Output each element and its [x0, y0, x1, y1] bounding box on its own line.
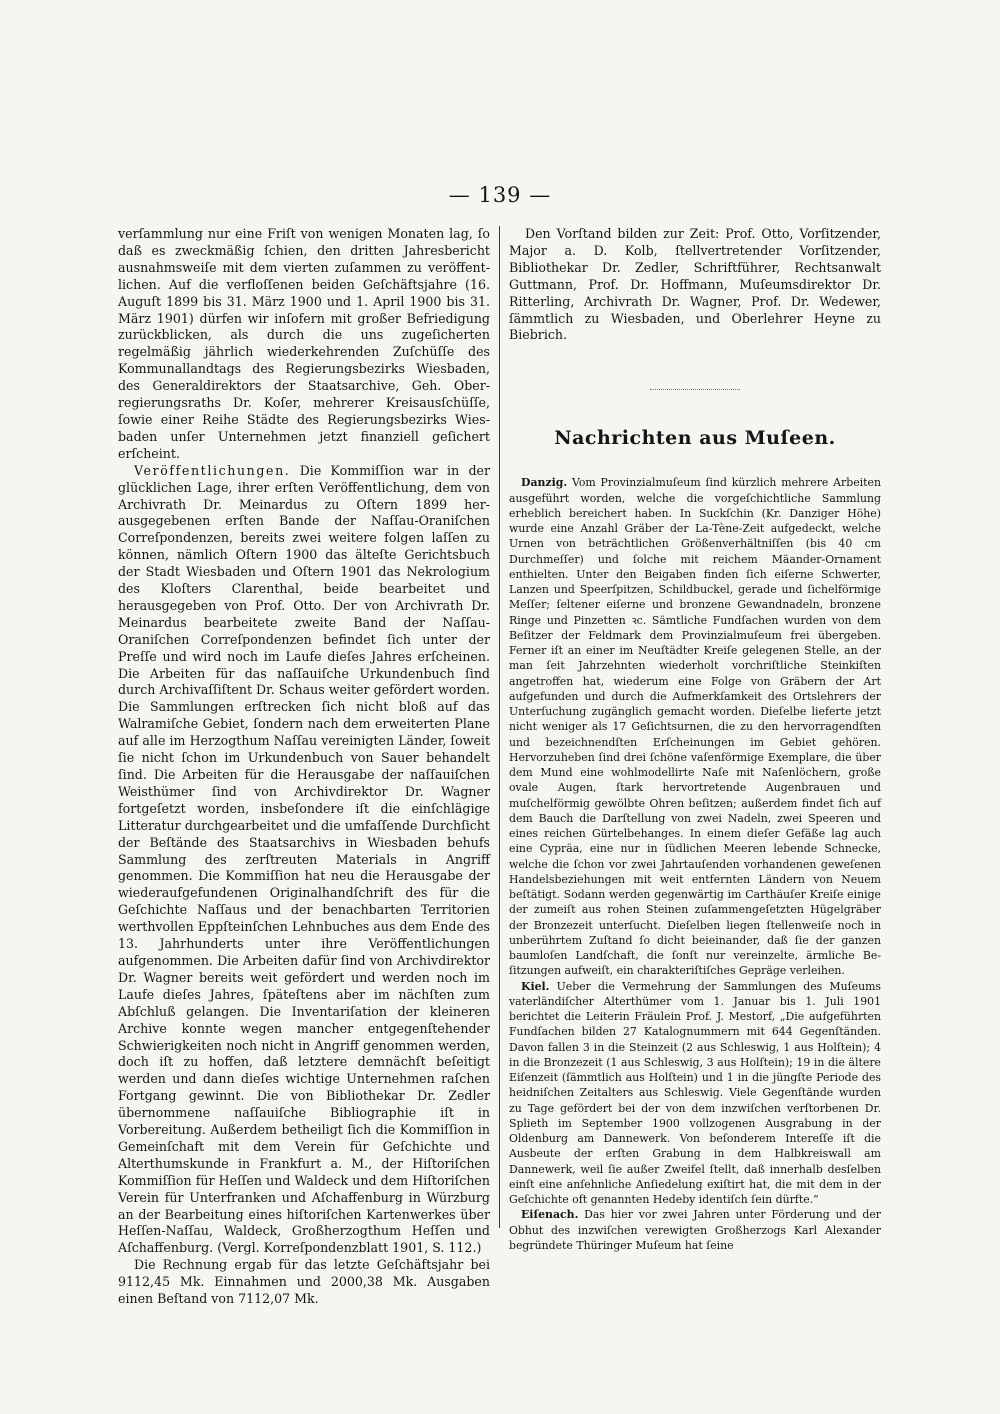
paragraph-board-members: Den Vorſtand bilden zur Zeit: Prof. Otto, Vorſitzender, Major a. D. Kolb, ſtellvertretender Vorſitzender, Bibliothekar Dr. Zedler, Schriftführer, Rechtsanwalt Guttmann, Prof. Dr. Hoffmann, Muſeumsdirektor Dr. Ritterling, Archivrath Dr. Wagner, Prof. Dr. Wedewer, ſämmtlich zu Wiesbaden, und Oberlehrer Heyne zu Biebrich.	[509, 226, 881, 343]
run-in-heading-publications: Veröffentlichungen.	[134, 462, 291, 478]
section-heading: Nachrichten aus Muſeen.	[554, 427, 836, 450]
section-separator	[650, 389, 740, 390]
paragraph-accounts: Die Rechnung ergab für das letzte Geſchäftsjahr bei 9112,45 Mk. Einnahmen und 2000,38 Mk. Ausgaben einen Beſtand von 7112,07 Mk.	[118, 1257, 490, 1307]
news-item-danzig	[509, 475, 881, 978]
museum-news	[509, 475, 881, 1253]
column-divider	[499, 226, 500, 1228]
publications-text: Die Kommiſſion war in der glücklichen Lage, ihrer erſten Veröffentlichung, dem von Archivrath Dr. Meinardus zu Oſtern 1899 herausgegebenen erſten Bande der Naſſau-Oraniſchen Correſpondenzen, bereits zwei weitere folgen laſſen zu können, nämlich Oſtern 1900 das älteſte Gerichtsbuch der Stadt Wiesbaden und Oſtern 1901 das Nekrologium des Kloſters Clarenthal, beide bearbeitet und herausgegeben von Prof. Otto. Der von Archivrath Dr. Meinardus bearbeitete zweite Band der Naſſau-Oraniſchen Correſpondenzen befindet ſich unter der Preſſe und wird noch im Laufe dieſes Jahres erſcheinen. Die Arbeiten für das naſſauiſche Urkundenbuch ſind durch Archivaſſiſtent Dr. Schaus weiter gefördert worden. Die Sammlungen erſtrecken ſich nicht bloß auf das Walramiſche Gebiet, ſondern nach dem erweiterten Plane auf alle im Herzogthum Naſſau vereinigten Länder, ſoweit ſie nicht ſchon im Urkundenbuch von Sauer behandelt ſind. Die Arbeiten für die Herausgabe der naſſauiſchen Weisthümer ſind von Archivdirektor Dr. Wagner fortgeſetzt worden, insbeſondere iſt die einſchlägige Litteratur durchgearbeitet und die umfaſſende Durchſicht der Beſtände des Staatsarchivs in Wiesbaden behufs Sammlung des zerſtreuten Materials in Angriff genommen. Die Kommiſſion hat neu die Herausgabe der wiederaufgefundenen Originalhandſchrift des für die Geſchichte Naſſaus und der benachbarten Territorien werthvollen Eppſteinſchen Lehnbuches aus dem Ende des 13. Jahrhunderts unter ihre Veröffentlichungen aufgenommen. Die Arbeiten dafür ſind von Archivdirektor Dr. Wagner bereits weit gefördert und werden noch im Laufe dieſes Jahres, ſpäteſtens aber im nächſten zum Abſchluß gelangen. Die Inventariſation der kleineren Archive konnte wegen mancher entgegenſtehender Schwierigkeiten noch nicht in Angriff genommen werden, doch iſt zu hoffen, daß letztere demnächſt beſeitigt werden und dann dieſes wichtige Unternehmen raſchen Fortgang gewinnt. Die von Bibliothekar Dr. Zedler übernommene naſſauiſche Bibliographie iſt in Vorbereitung. Außerdem betheiligt ſich die Kommiſſion in Gemeinſchaft mit dem Verein für Geſchichte und Alterthumskunde in Frankfurt a. M., der Hiſtoriſchen Kommiſſion für Heſſen und Waldeck und dem Hiſtoriſchen Verein für Unterfranken und Aſchaffenburg in Würzburg an der Bearbeitung eines hiſtoriſchen Kartenwerkes über Heſſen-Naſſau, Waldeck, Großherzogthum Heſſen und Aſchaffenburg. (Vergl. Korreſpondenzblatt 1901, S. 112.)	[118, 462, 490, 1256]
news-item-kiel	[509, 979, 881, 1208]
city-name-kiel: Kiel.	[521, 979, 550, 993]
paragraph-publications	[118, 463, 490, 1258]
paragraph-publication-schedule: verſammlung nur eine Friſt von wenigen Monaten lag, ſo daß es zweckmäßig ſchien, den dritten Jahresbericht ausnahmsweiſe mit dem vierten zuſammen zu veröffentlichen. Auf die verfloſſenen beiden Geſchäftsjahre (16. Auguſt 1899 bis 31. März 1900 und 1. April 1900 bis 31. März 1901) dürfen wir inſofern mit großer Befriedigung zurückblicken, als durch die uns zugeſicherten regelmäßig jährlich wiederkehrenden Zuſchüſſe des Kommunallandtags des Regierungsbezirks Wiesbaden, des Generaldirektors der Staatsarchive, Geh. Oberregierungsraths Dr. Koſer, mehrerer Kreisausſchüſſe, ſowie einer Reihe Städte des Regierungsbezirks Wiesbaden unſer Unternehmen jetzt finanziell geſichert erſcheint.	[118, 226, 490, 461]
danzig-text: Vom Provinzialmuſeum ſind kürzlich mehrere Arbeiten ausgeführt worden, welche die vorgeſchichtliche Sammlung erheblich bereichert haben. In Suckſchin (Kr. Danziger Höhe) wurde eine Anzahl Gräber der La-Tène-Zeit aufgedeckt, welche Urnen von beträchtlichen Größenverhältniſſen (bis 40 cm Durchmeſſer) und ſolche mit reichem Mäander-Ornament enthielten. Unter den Beigaben finden ſich eiſerne Schwerter, Lanzen und Speerſpitzen, Schildbuckel, gerade und ſichelförmige Meſſer; ſeltener eiſerne und bronzene Gewandnadeln, bronzene Ringe und Pinzetten ꝛc. Sämtliche Fundſachen wurden von dem Beſitzer der Feldmark dem Provinzialmuſeum frei übergeben. Ferner iſt an einer im Neuſtädter Kreiſe gelegenen Stelle, an der man ſeit Jahrzehnten wiederholt vorchriſtliche Steinkiſten angetroffen hat, wiederum eine Folge von Gräbern der Art aufgefunden und durch die Aufmerkſamkeit des Ortslehrers der Unterſuchung zugänglich gemacht worden. Dieſelbe lieferte jetzt nicht weniger als 17 Geſichtsurnen, die zu den hervorragendſten und bezeichnendſten Erſcheinungen im Gebiet gehören. Hervorzuheben ſind drei ſchöne vaſenförmige Exemplare, die über dem Mund eine wohlmodellirte Naſe mit Naſenlöchern, große ovale Augen, ſtark hervortretende Augenbrauen und muſchelförmig gewölbte Ohren beſitzen; außerdem findet ſich auf dem Bauch die Darſtellung von zwei Nadeln, zwei Speeren und eines reichen Gürtelbehanges. In einem dieſer Gefäße lag auch eine Cypräa, eine nur in ſüdlichen Meeren lebende Schnecke, welche die ſchon vor zwei Jahrtauſenden vorhandenen geweſenen Handelsbeziehungen mit weit entfernten Ländern von Neuem beſtätigt. Sodann werden gegenwärtig im Carthäuſer Kreiſe einige der zumeiſt aus rohen Steinen zuſammengeſetzten Hügelgräber der Bronzezeit unterſucht. Dieſelben liegen ſtellenweiſe noch in unberührtem Zuſtand ſo dicht beieinander, daß ſie der ganzen baumloſen Landſchaft, die ſonſt nur vereinzelte, ärmliche Beſitzungen aufweiſt, ein charakteriſtiſches Gepräge verleihen.	[509, 476, 881, 978]
city-name-danzig: Danzig.	[521, 476, 568, 490]
kiel-text: Ueber die Vermehrung der Sammlungen des Muſeums vaterländiſcher Alterthümer vom 1. Januar bis 1. Juli 1901 berichtet die Leiterin Fräulein Prof. J. Mestorf, „Die aufgeführten Fundſachen bilden 27 Katalognummern mit 644 Gegenſtänden. Davon fallen 3 in die Steinzeit (2 aus Schleswig, 1 aus Holſtein); 4 in die Bronzezeit (1 aus Schleswig, 3 aus Holſtein); 19 in die ältere Eiſenzeit (ſämmtlich aus Holſtein) und 1 in die jüngſte Periode des heidniſchen Zeitalters aus Schleswig. Viele Gegenſtände wurden zu Tage gefördert bei der von dem inzwiſchen verſtorbenen Dr. Splieth im September 1900 vollzogenen Ausgrabung in der Oldenburg am Dannewerk. Von beſonderem Intereſſe iſt die Ausbeute der erſten Grabung in dem Halbkreiswall am Dannewerk, weil ſie außer Zweifel ſtellt, daß innerhalb desſelben einſt eine anſehnliche Anſiedelung exiſtirt hat, die mit dem in der Geſchichte oft genannten Hedeby identiſch ſein dürfte.“	[509, 979, 881, 1207]
news-item-eisenach	[509, 1207, 881, 1253]
page-number: — 139 —	[448, 183, 552, 207]
left-column	[118, 226, 490, 1308]
city-name-eisenach: Eiſenach.	[521, 1208, 579, 1222]
right-column	[509, 226, 881, 1253]
eisenach-text: Das hier vor zwei Jahren unter Förderung und der Obhut des inzwiſchen verewigten Großherzogs Karl Alexander begründete Thüringer Muſeum hat ſeine	[509, 1208, 881, 1252]
